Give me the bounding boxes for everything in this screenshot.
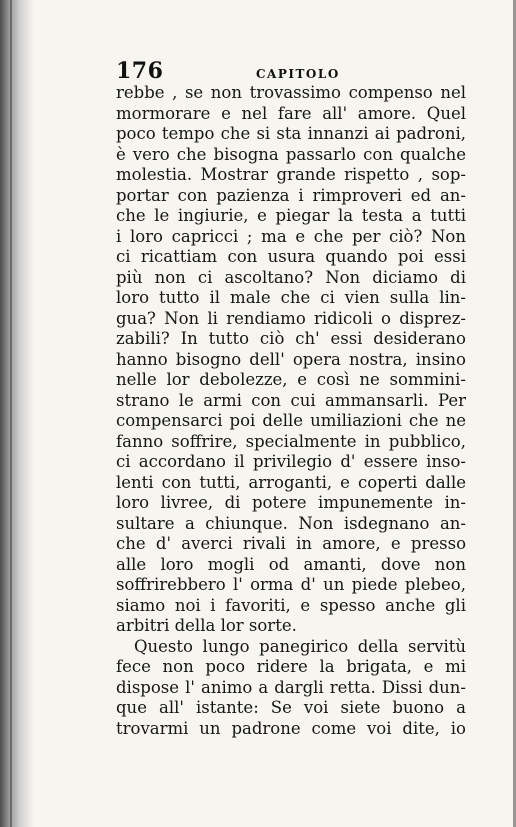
- text-line: zabili? In tutto ciò ch' essi desiderano: [116, 329, 466, 348]
- text-line: gua? Non li rendiamo ridicoli o disprez-: [116, 308, 466, 328]
- text-line: compensarci poi delle umiliazioni che ne: [116, 411, 466, 430]
- text-line: siamo noi i favoriti, e spesso anche gli: [116, 595, 466, 615]
- text-line: sultare a chiunque. Non isdegnano an-: [116, 513, 466, 533]
- body-text: [116, 83, 466, 739]
- text-line: que all' istante: Se voi siete buono a: [116, 698, 466, 717]
- text-line: Questo lungo panegirico della servitù: [134, 636, 466, 656]
- text-line: rebbe , se non trovassimo compenso nel: [116, 83, 466, 102]
- page-header: [116, 58, 466, 86]
- text-line: molestia. Mostrar grande rispetto , sop-: [116, 165, 466, 184]
- text-line: portar con pazienza i rimproveri ed an-: [116, 185, 466, 205]
- text-line: hanno bisogno dell' opera nostra, insino: [116, 349, 466, 369]
- text-line: ci accordano il privilegio d' essere inso-: [116, 452, 466, 471]
- text-line: trovarmi un padrone come voi dite, io: [116, 718, 466, 738]
- text-line: fece non poco ridere la brigata, e mi: [116, 657, 466, 676]
- text-line: loro livree, di potere impunemente in-: [116, 493, 466, 512]
- text-line: loro tutto il male che ci vien sulla lin-: [116, 288, 466, 307]
- binding-edge: [10, 0, 12, 827]
- text-line: strano le armi con cui ammansarli. Per: [116, 390, 466, 410]
- text-line: fanno soffrire, specialmente in pubblico,: [116, 431, 466, 451]
- text-line: soffrirebbero l' orma d' un piede plebeo,: [116, 575, 466, 594]
- text-line: che le ingiurie, e piegar la testa a tutti: [116, 206, 466, 225]
- text-line: ci ricattiam con usura quando poi essi: [116, 247, 466, 266]
- text-line: poco tempo che si sta innanzi ai padroni,: [116, 124, 466, 143]
- text-line: nelle lor debolezze, e così ne sommini-: [116, 370, 466, 389]
- page-number: 176: [116, 58, 164, 84]
- text-line: più non ci ascoltano? Non diciamo di: [116, 267, 466, 287]
- text-line: alle loro mogli od amanti, dove non: [116, 554, 466, 574]
- page-gutter-shadow: [0, 0, 34, 827]
- text-line: i loro capricci ; ma e che per ciò? Non: [116, 226, 466, 246]
- running-head: CAPITOLO: [256, 67, 340, 81]
- text-line: dispose l' animo a dargli retta. Dissi dun-: [116, 677, 466, 697]
- text-line: arbitri della lor sorte.: [116, 616, 297, 635]
- text-line: è vero che bisogna passarlo con qualche: [116, 144, 466, 164]
- text-line: che d' averci rivali in amore, e presso: [116, 534, 466, 553]
- text-line: mormorare e nel fare all' amore. Quel: [116, 103, 466, 123]
- text-line: lenti con tutti, arroganti, e coperti dalle: [116, 472, 466, 492]
